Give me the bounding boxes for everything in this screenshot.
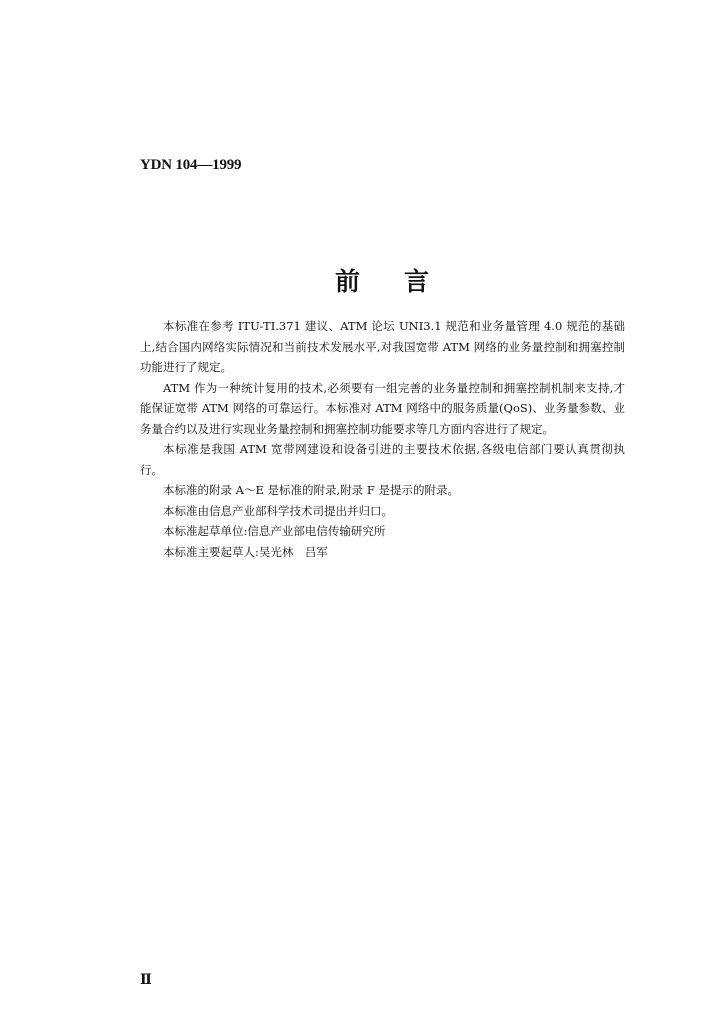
paragraph-drafting-unit: 本标准起草单位:信息产业部电信传输研究所	[163, 524, 386, 538]
paragraph-technical-basis: 本标准是我国 ATM 宽带网建设和设备引进的主要技术依据,各级电信部门要认真贯彻执行。	[140, 442, 625, 477]
paragraph-drafters: 本标准主要起草人:吴光林 吕军	[163, 544, 328, 559]
paragraph-proposer: 本标准由信息产业部科学技术司提出并归口。	[163, 503, 393, 518]
paragraph-appendix-note: 本标准的附录 A～E 是标准的附录,附录 F 是提示的附录。	[163, 483, 459, 497]
title-char-1: 前	[334, 267, 360, 296]
foreword-body	[140, 316, 625, 562]
page-number: Ⅱ	[140, 973, 152, 988]
paragraph-atm-overview: ATM 作为一种统计复用的技术,必须要有一组完善的业务量控制和拥塞控制机制来支持,才能保证宽带 ATM 网络的可靠运行。本标准对 ATM 网络中的服务质量(QoS)、业务量参数、业务量合约以及进行实现业务量控制和拥塞控制功能要求等几方面内容进行了规定。	[140, 380, 625, 436]
document-code: YDN 104—1999	[140, 157, 242, 173]
paragraph-reference-basis: 本标准在参考 ITU-TI.371 建议、ATM 论坛 UNI3.1 规范和业务量管理 4.0 规范的基础上,结合国内网络实际情况和当前技术发展水平,对我国宽带 ATM 网络的业务量控制和拥塞控制功能进行了规定。	[140, 319, 625, 374]
title-char-2: 言	[404, 267, 430, 296]
page-title	[0, 262, 724, 298]
